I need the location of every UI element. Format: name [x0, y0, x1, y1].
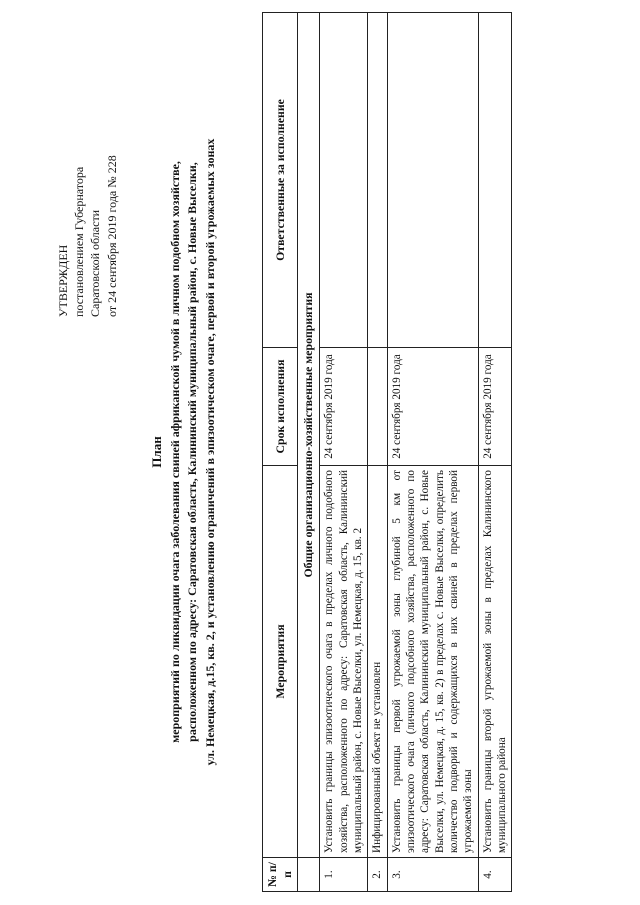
table-row [320, 13, 368, 892]
header-measures: Мероприятия [263, 466, 298, 858]
row-term [368, 348, 387, 466]
row-number: 4. [478, 858, 512, 892]
approval-decree-line: постановлением Губернатора [72, 166, 87, 317]
plan-subtitle-line-3: ул. Немецкая, д.15, кв. 2, и установлению ограничений в эпизоотическом очаге, первой и второй угрожаемых зонах [202, 138, 217, 766]
approval-stamp-block [55, 27, 120, 317]
rotated-document-page [10, 2, 630, 902]
table-row [368, 13, 387, 892]
row-measure-text: Установить границы эпизоотического очага в пределах личного подобного хозяйства, расположенного по адресу: Саратовская область, Калининский муниципальный район, с. Новые Выселки, ул. Немецкая, д. 15, кв. 2 [320, 466, 368, 858]
row-measure-text: Установить границы второй угрожаемой зоны в пределах Калининского муниципального района [478, 466, 512, 858]
row-measure-text: Инфицированный объект не установлен [368, 466, 387, 858]
table-row [387, 13, 478, 892]
section-row [298, 13, 320, 892]
row-responsible [387, 13, 478, 348]
plan-subtitle-line-1: мероприятий по ликвидации очага заболевания свиней африканской чумой в личном подобном хозяйстве, [167, 161, 182, 743]
row-number: 1. [320, 858, 368, 892]
approval-region-line: Саратовской области [88, 209, 103, 317]
row-term: 24 сентября 2019 года [320, 348, 368, 466]
section-title: Общие организационно-хозяйственные мероприятия [298, 13, 320, 858]
row-term: 24 сентября 2019 года [478, 348, 512, 466]
table-row [478, 13, 512, 892]
plan-title: План [149, 436, 164, 468]
row-responsible [478, 13, 512, 348]
approval-date-line: от 24 сентября 2019 года № 228 [104, 155, 119, 317]
table-header-row [263, 13, 298, 892]
row-responsible [368, 13, 387, 348]
header-number: № п/п [263, 858, 298, 892]
row-measure-text: Установить границы первой угрожаемой зоны глубиной 5 км от эпизоотического очага (личного подсобного хозяйства, расположенного по адресу: Саратовская область, Калининский муниципальный район, с. Новые Выселки, ул. Немецкая, д. 15, кв. 2) в пределах с. Новые Выселки, определить количество подворий и содержащихся в них свиней в пределах первой угрожаемой зоны [387, 466, 478, 858]
header-responsible: Ответственные за исполнение [263, 13, 298, 348]
row-responsible [320, 13, 368, 348]
plan-subtitle-line-2: расположенном по адресу: Саратовская область, Калининский муниципальный район, с. Новые Выселки, [185, 162, 200, 742]
row-term: 24 сентября 2019 года [387, 348, 478, 466]
plan-heading [148, 2, 219, 902]
section-number-cell [298, 858, 320, 892]
approval-heading: УТВЕРЖДЕН [56, 244, 70, 317]
row-number: 2. [368, 858, 387, 892]
measures-table [262, 12, 512, 892]
header-term: Срок исполнения [263, 348, 298, 466]
row-number: 3. [387, 858, 478, 892]
